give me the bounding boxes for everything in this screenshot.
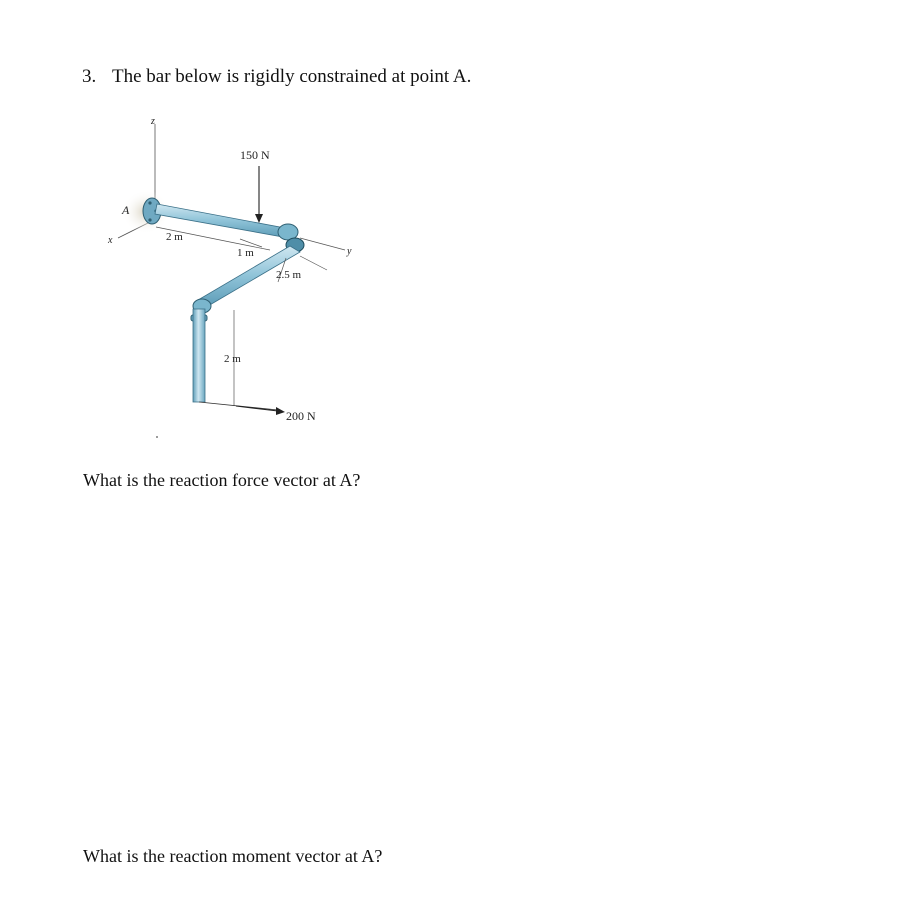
dim-2m-top: 2 m xyxy=(166,231,183,243)
force-question: What is the reaction force vector at A? xyxy=(83,470,361,490)
pipe-segment-vertical xyxy=(193,309,205,402)
dim-1m: 1 m xyxy=(237,247,254,259)
point-a-label: A xyxy=(122,203,130,217)
z-axis-label: z xyxy=(151,116,155,127)
force-150n-label: 150 N xyxy=(240,148,270,162)
y-axis-label: y xyxy=(347,246,352,257)
moment-question: What is the reaction moment vector at A? xyxy=(83,846,383,866)
force-200n-arrow xyxy=(236,406,278,411)
force-200n-label: 200 N xyxy=(286,409,316,423)
y-axis xyxy=(300,238,345,250)
pipe-figure xyxy=(100,110,380,450)
dim-line-2-5m xyxy=(300,256,327,270)
x-axis-label: x xyxy=(108,235,113,246)
question-number: 3. xyxy=(82,66,97,87)
question-text: The bar below is rigidly constrained at point A. xyxy=(112,66,472,87)
dim-2m-vertical: 2 m xyxy=(224,353,241,365)
question-line xyxy=(82,66,471,88)
pipe-diagram xyxy=(100,110,380,450)
dim-2-5m: 2.5 m xyxy=(276,269,302,281)
